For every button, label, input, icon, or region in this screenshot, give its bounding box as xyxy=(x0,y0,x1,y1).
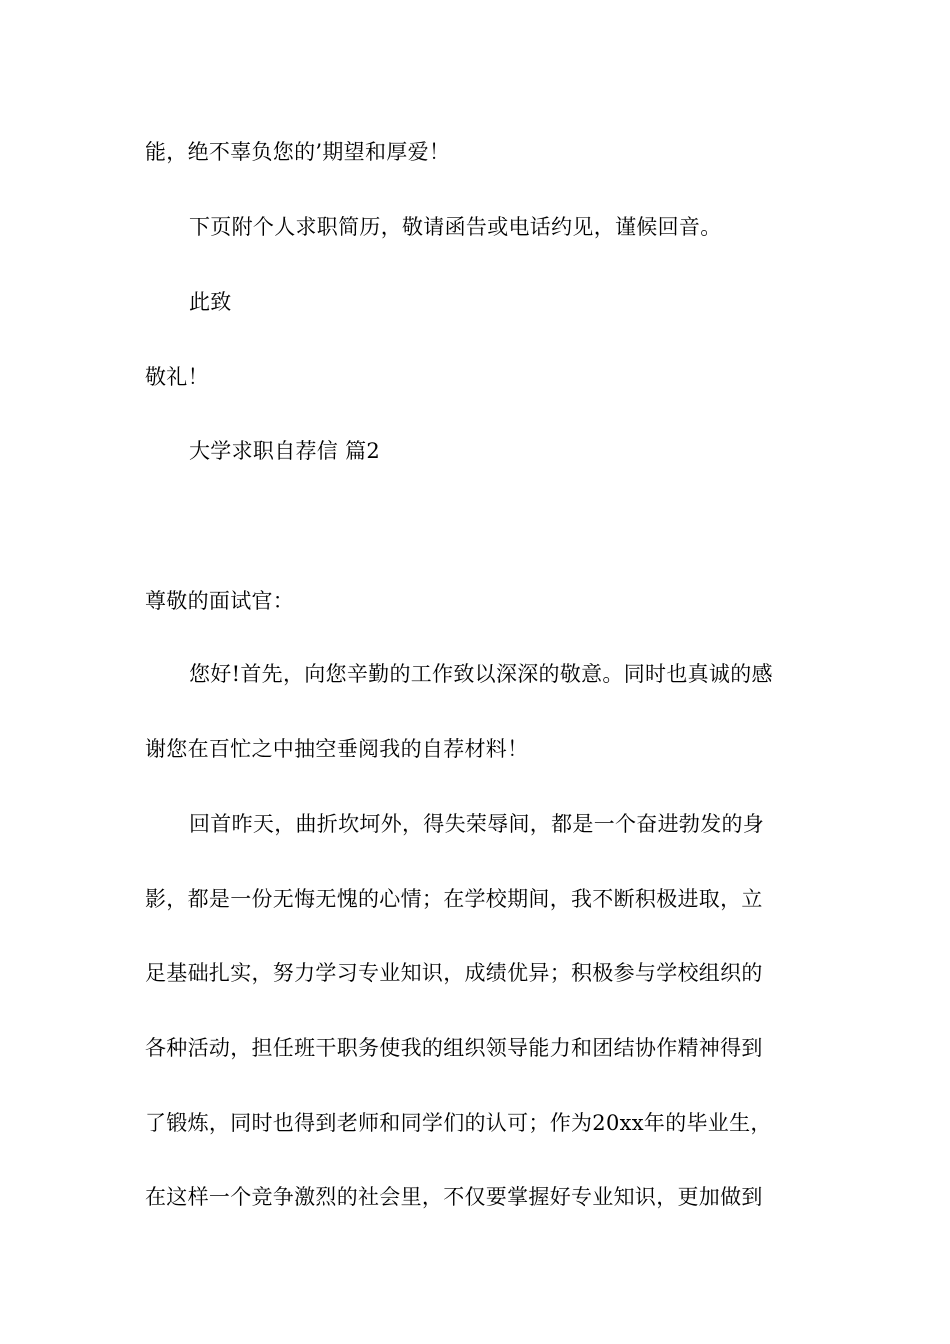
paragraph-line: 在这样一个竞争激烈的社会里，不仅要掌握好专业知识，更加做到 xyxy=(145,1185,763,1209)
paragraph-line: 谢您在百忙之中抽空垂阅我的自荐材料！ xyxy=(145,737,529,761)
salutation-line: 敬礼！ xyxy=(145,365,209,389)
paragraph-line: 了锻炼，同时也得到老师和同学们的认可；作为20xx年的毕业生， xyxy=(145,1111,772,1135)
closing-line: 此致 xyxy=(189,290,232,314)
paragraph-line: 您好!首先，向您辛勤的工作致以深深的敬意。同时也真诚的感 xyxy=(189,662,773,686)
paragraph-line: 回首昨天，曲折坎坷外，得失荣辱间，都是一个奋进勃发的身 xyxy=(189,812,765,836)
paragraph-line: 影，都是一份无悔无愧的心情；在学校期间，我不断积极进取，立 xyxy=(145,887,763,911)
paragraph-line: 足基础扎实，努力学习专业知识，成绩优异；积极参与学校组织的 xyxy=(145,961,763,985)
paragraph-line: 下页附个人求职简历，敬请函告或电话约见，谨候回音。 xyxy=(189,215,722,239)
greeting-line: 尊敬的面试官： xyxy=(145,589,295,613)
section-heading: 大学求职自荐信 篇2 xyxy=(189,439,381,463)
paragraph-line: 各种活动，担任班干职务使我的组织领导能力和团结协作精神得到 xyxy=(145,1036,763,1060)
paragraph-line: 能，绝不辜负您的’期望和厚爱！ xyxy=(145,140,451,164)
